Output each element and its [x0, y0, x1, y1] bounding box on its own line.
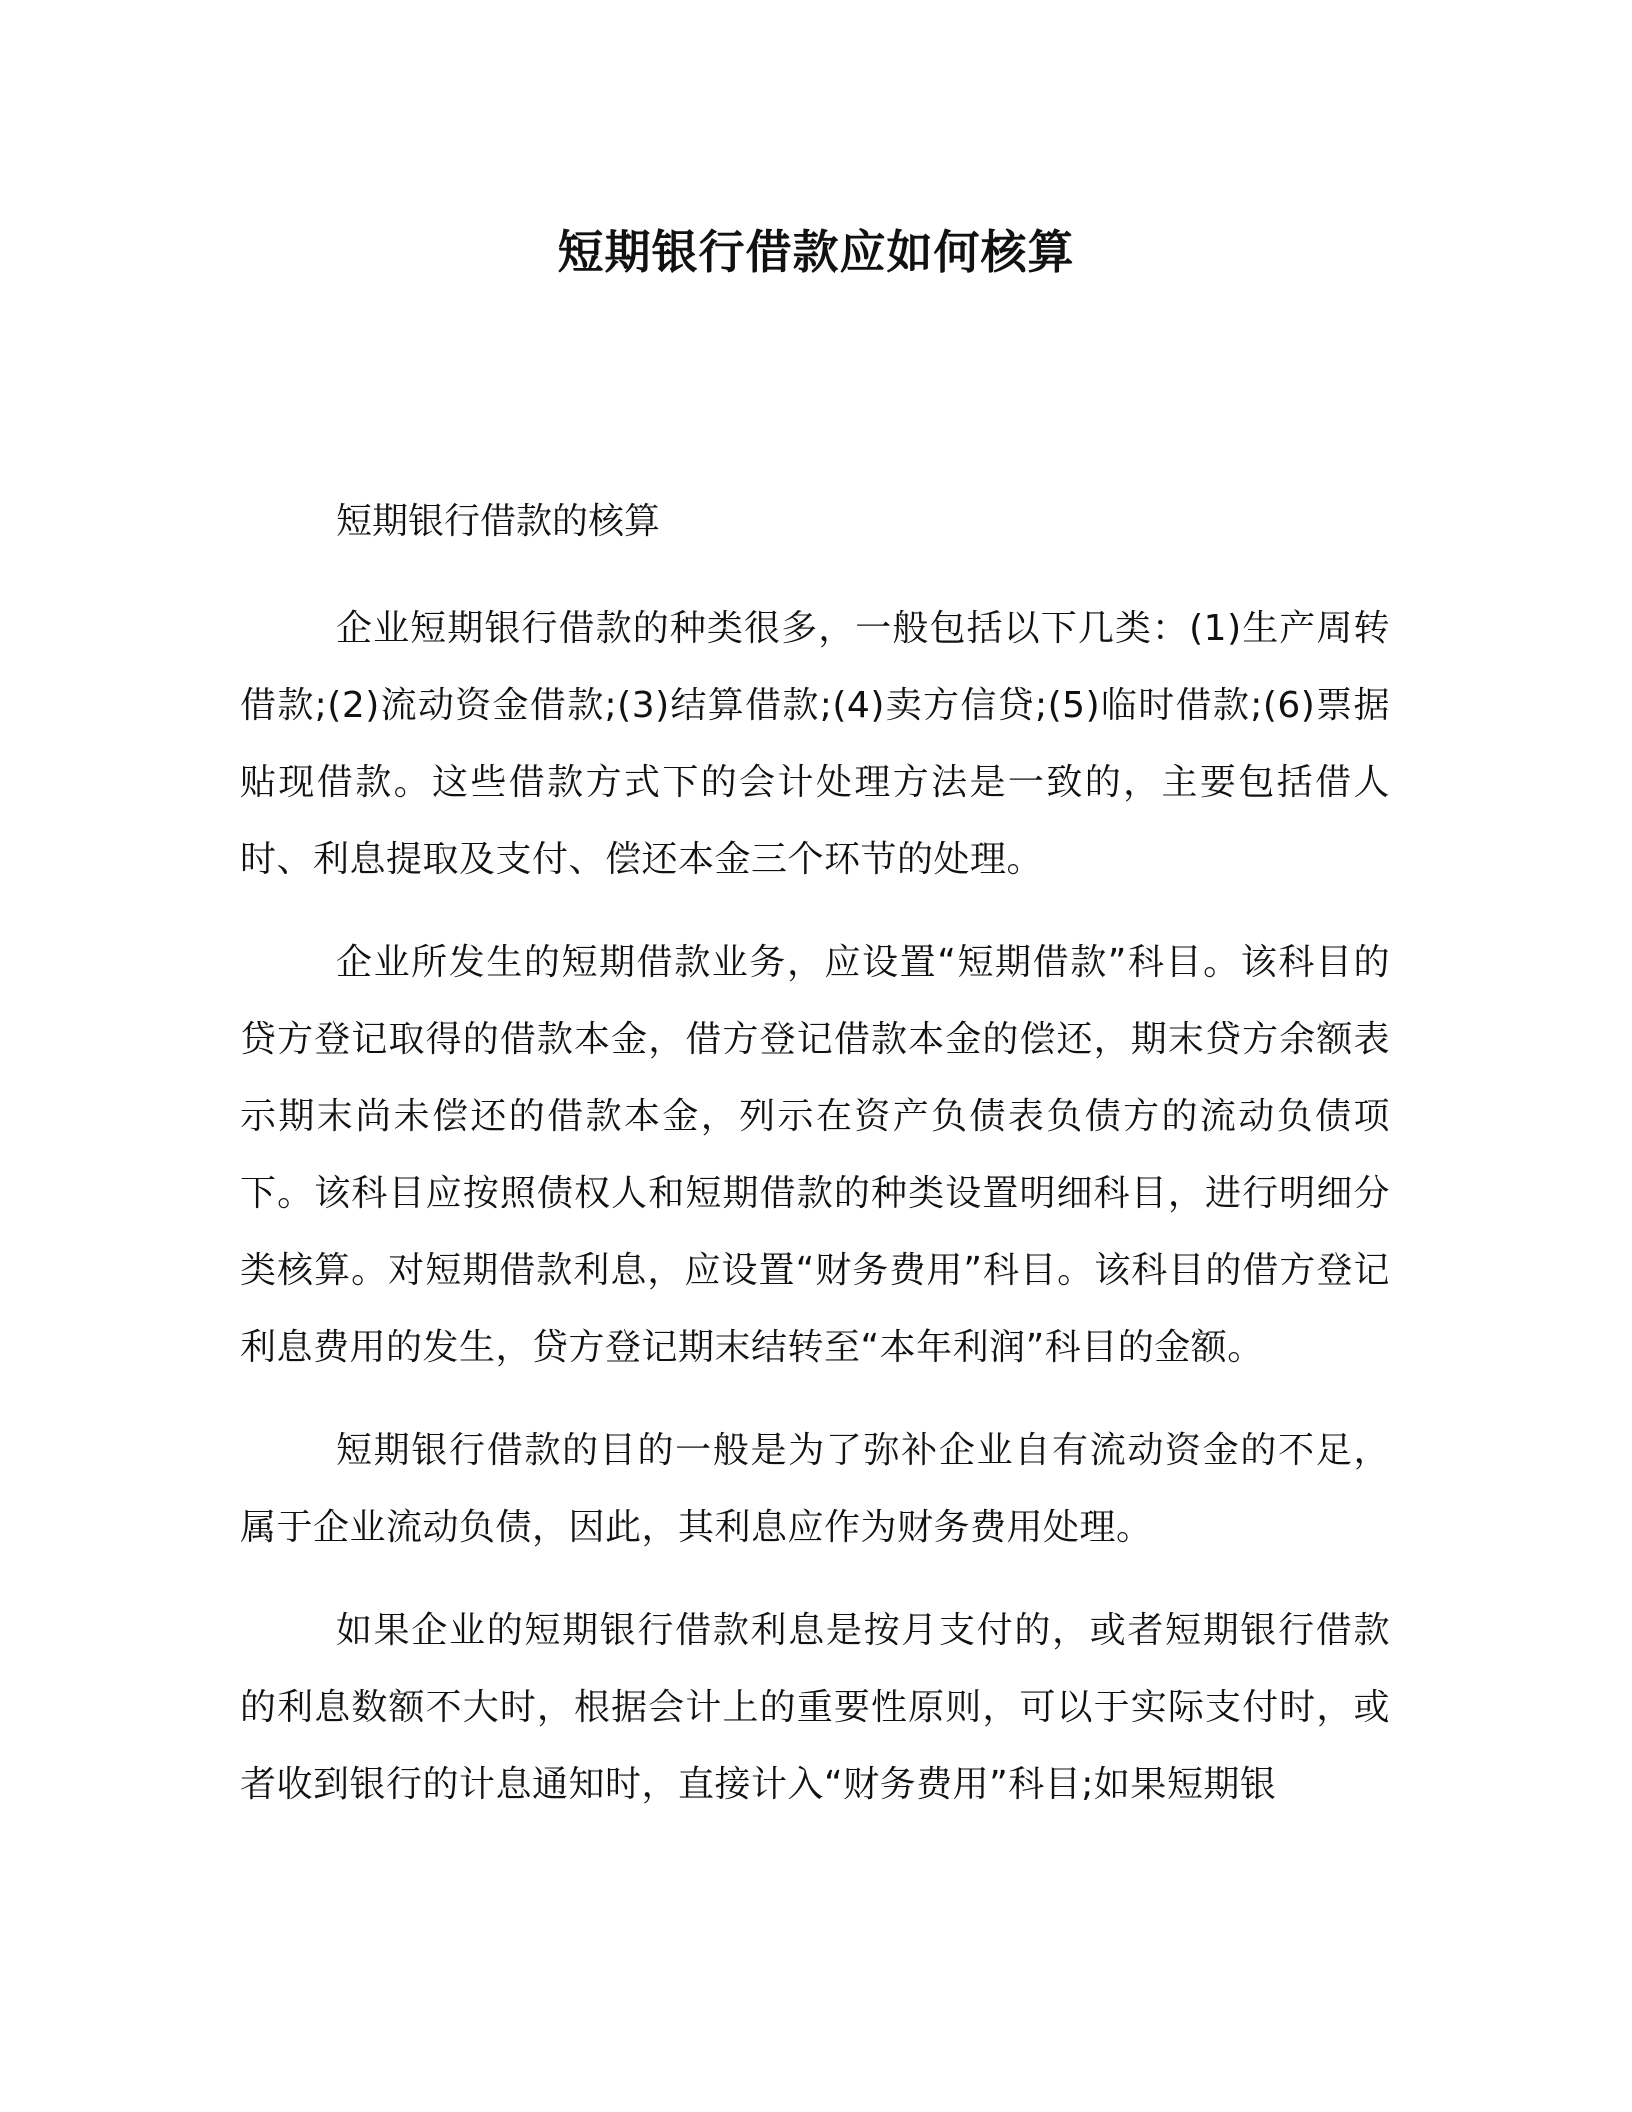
- document-title: 短期银行借款应如何核算: [557, 225, 1075, 279]
- document-body: [240, 492, 1390, 1849]
- paragraph-loan-purpose: 短期银行借款的目的一般是为了弥补企业自有流动资金的不足，属于企业流动负债，因此，其利息应作为财务费用处理。: [240, 1430, 1390, 1548]
- paragraph-loan-types: 企业短期银行借款的种类很多，一般包括以下几类：(1)生产周转借款;(2)流动资金借款;(3)结算借款;(4)卖方信贷;(5)临时借款;(6)票据贴现借款。这些借款方式下的会计处理方法是一致的，主要包括借人时、利息提取及支付、偿还本金三个环节的处理。: [240, 608, 1390, 880]
- section-heading: 短期银行借款的核算: [336, 501, 661, 542]
- paragraph-interest-treatment: 如果企业的短期银行借款利息是按月支付的，或者短期银行借款的利息数额不大时，根据会计上的重要性原则，可以于实际支付时，或者收到银行的计息通知时，直接计入“财务费用”科目;如果短期银: [240, 1610, 1390, 1805]
- paragraph-account-setup: 企业所发生的短期借款业务，应设置“短期借款”科目。该科目的贷方登记取得的借款本金，借方登记借款本金的偿还，期末贷方余额表示期末尚未偿还的借款本金，列示在资产负债表负债方的流动负债项下。该科目应按照债权人和短期借款的种类设置明细科目，进行明细分类核算。对短期借款利息，应设置“财务费用”科目。该科目的借方登记利息费用的发生，贷方登记期末结转至“本年利润”科目的金额。: [240, 942, 1390, 1368]
